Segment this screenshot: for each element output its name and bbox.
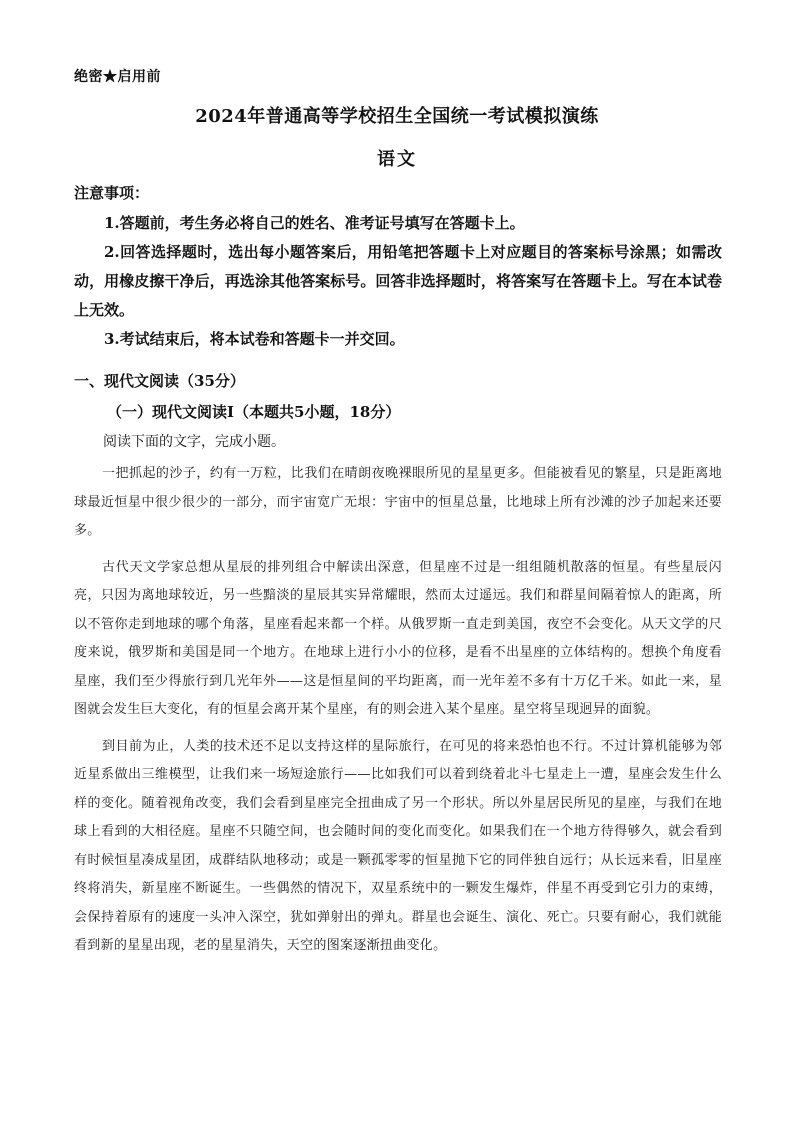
notice-item: 2.回答选择题时，选出每小题答案后，用铅笔把答题卡上对应题目的答案标号涂黑；如需改动，用橡皮擦干净后，再选涂其他答案标号。回答非选择题时，将答案写在答题卡上。写在本试卷上无效。	[74, 243, 722, 319]
notice-item: 1.答题前，考生务必将自己的姓名、准考证号填写在答题卡上。	[104, 214, 525, 232]
notice-heading: 注意事项：	[74, 184, 150, 202]
exam-title: 2024年普通高等学校招生全国统一考试模拟演练	[195, 106, 599, 127]
subject-title: 语文	[377, 149, 417, 170]
reading-instruction: 阅读下面的文字，完成小题。	[103, 434, 285, 450]
section-heading: 一、现代文阅读（35分）	[74, 372, 245, 390]
reading-passage	[74, 460, 722, 969]
subsection-heading: （一）现代文阅读Ⅰ（本题共5小题，18分）	[107, 403, 401, 421]
notice-list	[74, 209, 722, 354]
passage-paragraph: 一把抓起的沙子，约有一万粒，比我们在晴朗夜晚裸眼所见的星星更多。但能被看见的繁星，只是距离地球最近恒星中很少很少的一部分，而宇宙宽广无垠：宇宙中的恒星总量，比地球上所有沙滩的沙子加起来还要多。	[74, 466, 722, 538]
confidential-label: 绝密★启用前	[74, 69, 161, 85]
passage-paragraph: 古代天文学家总想从星辰的排列组合中解读出深意，但星座不过是一组组随机散落的恒星。有些星辰闪亮，只因为离地球较近，另一些黯淡的星辰其实异常耀眼，然而太过遥远。我们和群星间隔着惊人的距离，所以不管你走到地球的哪个角落，星座看起来都一个样。从俄罗斯一直走到美国，夜空不会变化。从天文学的尺度来说，俄罗斯和美国是同一个地方。在地球上进行小小的位移，是看不出星座的立体结构的。想换个角度看星座，我们至少得旅行到几光年外——这是恒星间的平均距离，而一光年差不多有十万亿千米。如此一来，星图就会发生巨大变化，有的恒星会离开某个星座，有的则会进入某个星座。星空将呈现迥异的面貌。	[74, 559, 722, 717]
passage-paragraph: 到目前为止，人类的技术还不足以支持这样的星际旅行，在可见的将来恐怕也不行。不过计算机能够为邻近星系做出三维模型，让我们来一场短途旅行——比如我们可以着到绕着北斗七星走上一遭，星座会发生什么样的变化。随着视角改变，我们会看到星座完全扭曲成了另一个形状。所以外星居民所见的星座，与我们在地球上看到的大相径庭。星座不只随空间，也会随时间的变化而变化。如果我们在一个地方待得够久，就会看到有时候恒星凑成星团，成群结队地移动；或是一颗孤零零的恒星抛下它的同伴独自远行；从长远来看，旧星座终将消失，新星座不断诞生。一些偶然的情况下，双星系统中的一颗发生爆炸，伴星不再受到它引力的束缚，会保持着原有的速度一头冲入深空，犹如弹射出的弹丸。群星也会诞生、演化、死亡。只要有耐心，我们就能看到新的星星出现，老的星星消失，天空的图案逐渐扭曲变化。	[74, 738, 722, 953]
notice-item: 3.考试结束后，将本试卷和答题卡一并交回。	[104, 330, 405, 348]
